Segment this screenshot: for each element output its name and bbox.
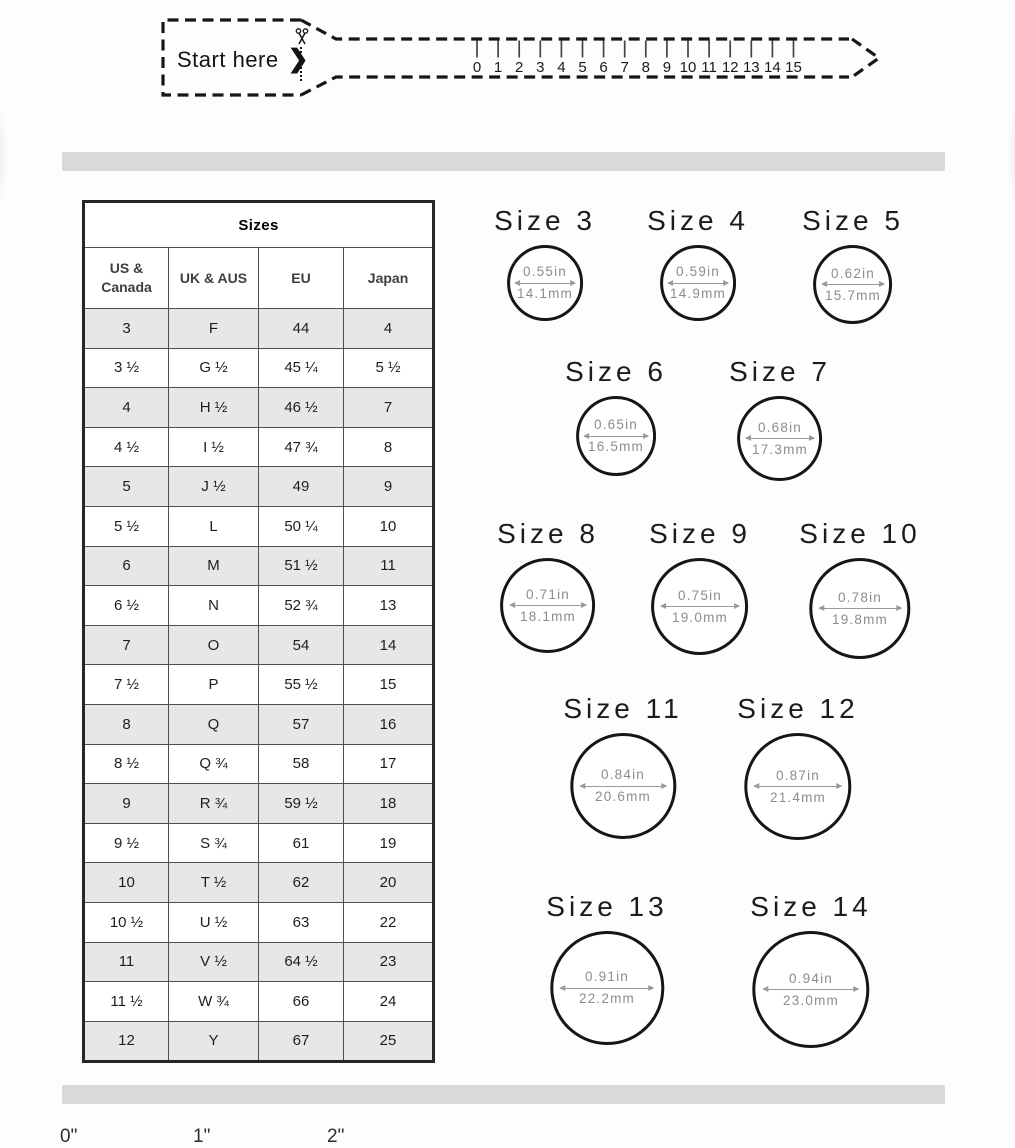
diameter-mm: 20.6mm [595, 789, 651, 805]
table-cell: 14 [344, 625, 434, 665]
ruler-number: 8 [641, 59, 650, 76]
table-cell: 17 [344, 744, 434, 784]
diameter-arrow [822, 284, 885, 285]
diameter-mm: 21.4mm [770, 789, 826, 805]
diameter-arrow [755, 786, 842, 787]
diameter-arrow [746, 438, 814, 439]
diameter-inches: 0.55in [522, 264, 567, 279]
table-row [84, 625, 434, 665]
table-row [84, 586, 434, 626]
table-cell: 46 ½ [259, 388, 344, 428]
divider-bar-top [62, 152, 945, 171]
table-cell: 51 ½ [259, 546, 344, 586]
ring-circle [810, 558, 911, 659]
table-cell: 52 ¾ [259, 586, 344, 626]
table-row [84, 942, 434, 982]
table-cell: F [169, 309, 259, 349]
table-cell: 11 [84, 942, 169, 982]
ruler-number: 4 [557, 59, 566, 76]
table-row [84, 546, 434, 586]
table-cell: 23 [344, 942, 434, 982]
table-row [84, 823, 434, 863]
ring-size-title: Size 12 [737, 693, 859, 724]
table-cell: 62 [259, 863, 344, 903]
ruler-number: 10 [679, 59, 697, 76]
inch-label: 2" [327, 1126, 345, 1147]
ring-size-diagram [737, 693, 858, 840]
ring-size-diagram [750, 891, 871, 1048]
diameter-mm: 16.5mm [588, 439, 644, 455]
table-cell: T ½ [169, 863, 259, 903]
ring-size-diagram [565, 356, 667, 476]
diameter-arrow [584, 436, 648, 437]
table-cell: 16 [344, 704, 434, 744]
table-cell: 8 ½ [84, 744, 169, 784]
diameter-mm: 15.7mm [825, 287, 881, 303]
ruler-number: 6 [599, 59, 608, 76]
diameter-mm: 14.1mm [517, 286, 573, 302]
table-cell: Q ¾ [169, 744, 259, 784]
table-cell: 6 ½ [84, 586, 169, 626]
table-cell: M [169, 546, 259, 586]
diameter-inches: 0.65in [593, 417, 638, 432]
table-cell: 3 ½ [84, 348, 169, 388]
ring-size-diagram [494, 205, 596, 321]
table-cell: 10 [84, 863, 169, 903]
table-cell: 9 [84, 784, 169, 824]
table-row [84, 704, 434, 744]
ring-size-title: Size 13 [546, 891, 668, 922]
ring-size-title: Size 7 [729, 356, 831, 387]
diameter-inches: 0.71in [525, 586, 570, 602]
inch-label: 1" [193, 1126, 211, 1147]
table-cell: I ½ [169, 427, 259, 467]
table-cell: 7 [344, 388, 434, 428]
diameter-arrow [819, 608, 901, 609]
table-cell: 55 ½ [259, 665, 344, 705]
table-cell: 22 [344, 902, 434, 942]
table-cell: 45 ¼ [259, 348, 344, 388]
diameter-mm: 19.8mm [832, 611, 888, 627]
diameter-mm: 22.2mm [579, 991, 635, 1007]
table-cell: 67 [259, 1021, 344, 1062]
table-cell: V ½ [169, 942, 259, 982]
table-cell: 20 [344, 863, 434, 903]
table-cell: 10 [344, 506, 434, 546]
inch-label: 0" [60, 1126, 78, 1147]
table-cell: 9 ½ [84, 823, 169, 863]
ring-size-title: Size 11 [563, 693, 683, 724]
table-cell: 12 [84, 1021, 169, 1062]
table-row [84, 665, 434, 705]
table-cell: R ¾ [169, 784, 259, 824]
diameter-inches: 0.62in [830, 265, 875, 281]
table-cell: 50 ¼ [259, 506, 344, 546]
diameter-arrow [510, 605, 587, 606]
ring-size-diagram [799, 518, 920, 659]
table-cell: 6 [84, 546, 169, 586]
ring-size-title: Size 3 [494, 205, 596, 236]
table-cell: 19 [344, 823, 434, 863]
divider-bar-bottom [62, 1085, 945, 1104]
ruler-number: 12 [721, 59, 739, 76]
ring-circle [500, 558, 595, 653]
table-cell: 57 [259, 704, 344, 744]
table-title: Sizes [84, 202, 434, 248]
ring-circle [737, 396, 822, 481]
ring-size-title: Size 14 [750, 891, 872, 922]
diameter-inches: 0.75in [677, 587, 722, 603]
table-row [84, 784, 434, 824]
table-cell: 8 [344, 427, 434, 467]
table-cell: 11 [344, 546, 434, 586]
table-cell: 18 [344, 784, 434, 824]
chevron-right-icon: ❯ [287, 45, 309, 73]
ring-circle [660, 245, 736, 321]
table-cell: 13 [344, 586, 434, 626]
table-row [84, 388, 434, 428]
ring-circle [813, 245, 892, 324]
ring-circle [507, 245, 583, 321]
table-cell: 10 ½ [84, 902, 169, 942]
table-cell: 7 [84, 625, 169, 665]
diameter-arrow [515, 283, 575, 284]
table-cell: G ½ [169, 348, 259, 388]
start-here-label [177, 44, 309, 76]
table-cell: 66 [259, 982, 344, 1022]
table-cell: 5 ½ [84, 506, 169, 546]
table-cell: N [169, 586, 259, 626]
table-cell: 9 [344, 467, 434, 507]
table-cell: 61 [259, 823, 344, 863]
column-header: EU [259, 248, 344, 309]
ring-size-title: Size 6 [565, 356, 667, 387]
table-cell: Y [169, 1021, 259, 1062]
diameter-mm: 14.9mm [670, 286, 726, 302]
ring-size-diagram [497, 518, 599, 653]
table-cell: 3 [84, 309, 169, 349]
table-cell: 4 ½ [84, 427, 169, 467]
ring-circle [570, 733, 676, 839]
diameter-inches: 0.59in [675, 264, 720, 279]
table-row [84, 506, 434, 546]
table-row [84, 744, 434, 784]
diameter-mm: 17.3mm [752, 441, 808, 457]
ring-sizer-strip [0, 0, 1015, 115]
table-cell: W ¾ [169, 982, 259, 1022]
ruler-number: 11 [701, 59, 717, 76]
size-conversion-table [82, 200, 435, 1063]
diameter-inches: 0.78in [838, 589, 882, 605]
table-cell: S ¾ [169, 823, 259, 863]
diameter-mm: 18.1mm [520, 608, 576, 624]
scissors-icon [296, 29, 307, 44]
ruler-number: 3 [536, 59, 545, 76]
table-cell: 4 [344, 309, 434, 349]
diameter-mm: 23.0mm [783, 992, 839, 1008]
table-row [84, 863, 434, 903]
ruler-number: 5 [578, 59, 587, 76]
ruler-ticks [473, 41, 802, 77]
diameter-inches: 0.91in [585, 969, 629, 984]
table-cell: 44 [259, 309, 344, 349]
ring-size-title: Size 8 [497, 518, 599, 549]
ruler-number: 1 [493, 59, 503, 76]
table-cell: H ½ [169, 388, 259, 428]
table-row [84, 1021, 434, 1062]
ring-size-title: Size 9 [649, 518, 751, 549]
table-cell: 5 ½ [344, 348, 434, 388]
ring-circle [745, 733, 852, 840]
ring-circle [651, 558, 748, 655]
ring-size-diagram [647, 205, 749, 321]
diameter-arrow [668, 283, 728, 284]
table-row [84, 427, 434, 467]
diameter-arrow [561, 988, 654, 989]
ruler-number: 13 [742, 59, 760, 76]
table-cell: J ½ [169, 467, 259, 507]
table-cell: 49 [259, 467, 344, 507]
ring-size-diagram [802, 205, 904, 324]
table-cell: 58 [259, 744, 344, 784]
table-cell: 4 [84, 388, 169, 428]
diameter-arrow [763, 989, 858, 990]
table-cell: 15 [344, 665, 434, 705]
table-row [84, 467, 434, 507]
table-cell: L [169, 506, 259, 546]
ring-size-title: Size 4 [647, 205, 749, 236]
diameter-inches: 0.84in [600, 767, 645, 782]
table-row [84, 982, 434, 1022]
diameter-inches: 0.68in [757, 419, 802, 435]
table-cell: P [169, 665, 259, 705]
table-cell: U ½ [169, 902, 259, 942]
ring-circle [576, 396, 656, 476]
ruler-number: 14 [764, 59, 781, 76]
start-here-text: Start here [177, 47, 279, 72]
column-header: US & Canada [84, 248, 169, 309]
table-row [84, 902, 434, 942]
ring-size-diagram [546, 891, 667, 1045]
table-cell: 8 [84, 704, 169, 744]
ring-size-diagram [729, 356, 831, 481]
column-header: UK & AUS [169, 248, 259, 309]
diameter-arrow [580, 786, 666, 787]
table-cell: 11 ½ [84, 982, 169, 1022]
table-cell: 47 ¾ [259, 427, 344, 467]
ruler-number: 9 [662, 59, 672, 76]
table-cell: 7 ½ [84, 665, 169, 705]
ruler-number: 7 [620, 59, 629, 76]
ring-size-diagram [649, 518, 751, 655]
table-cell: 59 ½ [259, 784, 344, 824]
diameter-inches: 0.87in [776, 767, 820, 783]
table-cell: 24 [344, 982, 434, 1022]
table-cell: 54 [259, 625, 344, 665]
column-header: Japan [344, 248, 434, 309]
ruler-number: 0 [472, 59, 482, 76]
ring-circle [550, 931, 664, 1045]
diameter-arrow [661, 606, 739, 607]
ruler-number: 15 [785, 59, 802, 76]
column-header-row [84, 248, 434, 309]
table-cell: 25 [344, 1021, 434, 1062]
table-cell: 63 [259, 902, 344, 942]
table-row [84, 348, 434, 388]
table-cell: Q [169, 704, 259, 744]
ring-circle [753, 931, 870, 1048]
ring-size-title: Size 10 [799, 518, 921, 549]
diameter-mm: 19.0mm [672, 609, 728, 625]
ring-size-title: Size 5 [802, 205, 904, 236]
ruler-number: 2 [515, 59, 524, 76]
table-cell: 5 [84, 467, 169, 507]
table-row [84, 309, 434, 349]
ring-size-diagram [563, 693, 682, 839]
table-cell: 64 ½ [259, 942, 344, 982]
diameter-inches: 0.94in [789, 970, 833, 986]
table-cell: O [169, 625, 259, 665]
